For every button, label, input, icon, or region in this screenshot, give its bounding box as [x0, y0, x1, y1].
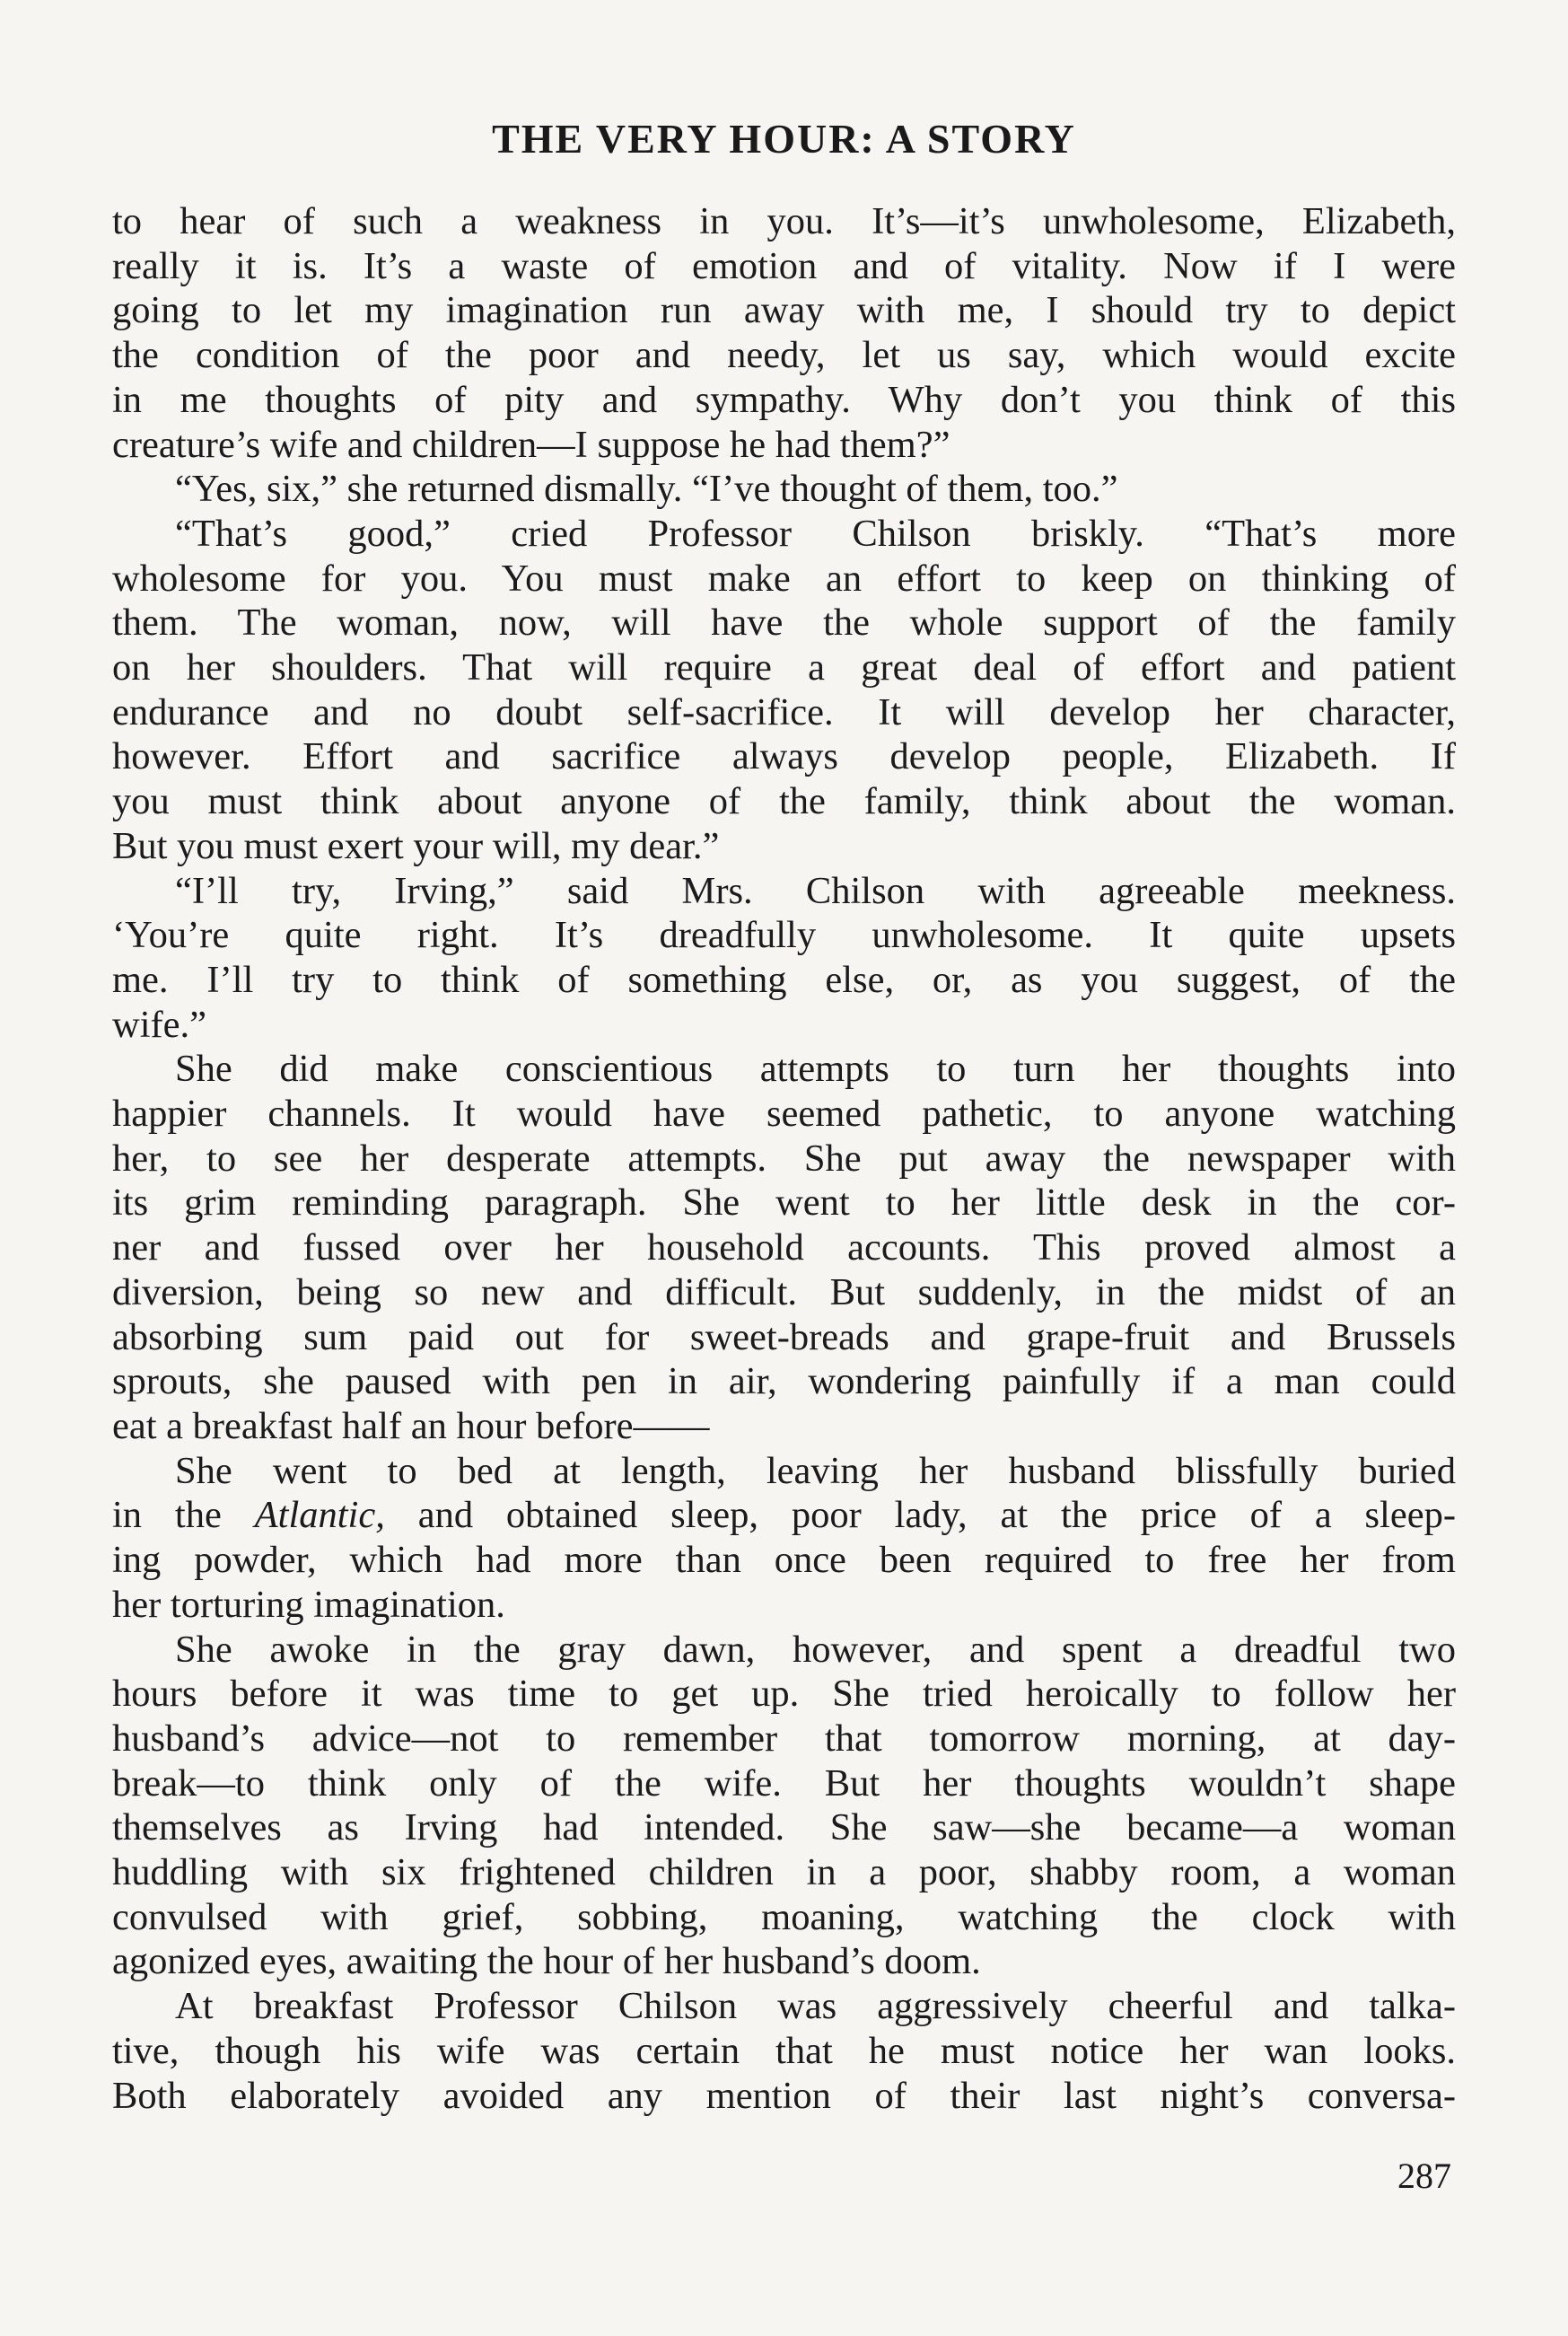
text-line: convulsed with grief, sobbing, moaning, watching the clock with	[112, 1895, 1456, 1938]
text-line: “I’ll try, Irving,” said Mrs. Chilson with agreeable meekness.	[175, 869, 1456, 912]
text-line: sprouts, she paused with pen in air, wondering painfully if a man could	[112, 1360, 1456, 1403]
text-line: ‘You’re quite right. It’s dreadfully unwholesome. It quite upsets	[112, 914, 1456, 957]
text-line: “That’s good,” cried Professor Chilson briskly. “That’s more	[175, 512, 1456, 555]
text-line: agonized eyes, awaiting the hour of her husband’s doom.	[112, 1940, 981, 1983]
text-line: endurance and no doubt self-sacrifice. It will develop her character,	[112, 690, 1456, 733]
page-number: 287	[1397, 2156, 1451, 2196]
text-line: happier channels. It would have seemed pathetic, to anyone watching	[112, 1093, 1456, 1136]
text-line: me. I’ll try to think of something else, or, as you suggest, of the	[112, 958, 1456, 1001]
text-line: Both elaborately avoided any mention of their last night’s conversa-	[112, 2074, 1456, 2117]
text-line: in the Atlantic, and obtained sleep, poor lady, at the price of a sleep-	[112, 1494, 1456, 1537]
text-line: “Yes, six,” she returned dismally. “I’ve thought of them, too.”	[175, 468, 1118, 511]
text-line: ing powder, which had more than once been required to free her from	[112, 1539, 1456, 1582]
text-line: themselves as Irving had intended. She saw—she became—a woman	[112, 1806, 1456, 1849]
text-line: She went to bed at length, leaving her husband blissfully buried	[175, 1449, 1456, 1492]
text-line: ner and fussed over her household accounts. This proved almost a	[112, 1226, 1456, 1269]
text-line: wife.”	[112, 1003, 207, 1046]
text-line: in me thoughts of pity and sympathy. Why don’t you think of this	[112, 378, 1456, 421]
text-line: her, to see her desperate attempts. She put away the newspaper with	[112, 1137, 1456, 1180]
text-line: them. The woman, now, will have the whole support of the family	[112, 602, 1456, 645]
text-line: diversion, being so new and difficult. But suddenly, in the midst of an	[112, 1270, 1456, 1313]
text-line: her torturing imagination.	[112, 1583, 505, 1626]
italic-title: Atlantic,	[254, 1494, 385, 1537]
text-line: hours before it was time to get up. She tried heroically to follow her	[112, 1673, 1456, 1716]
text-line: husband’s advice—not to remember that tomorrow morning, at day-	[112, 1717, 1456, 1760]
text-line: absorbing sum paid out for sweet-breads and grape-fruit and Brussels	[112, 1315, 1456, 1358]
text-line: however. Effort and sacrifice always develop people, Elizabeth. If	[112, 735, 1456, 778]
text-line: its grim reminding paragraph. She went to her little desk in the cor-	[112, 1181, 1456, 1225]
text-line: She awoke in the gray dawn, however, and spent a dreadful two	[175, 1628, 1456, 1671]
text-line: tive, though his wife was certain that he must notice her wan looks.	[112, 2029, 1456, 2072]
text-line: you must think about anyone of the family, think about the woman.	[112, 780, 1456, 823]
text-line: the condition of the poor and needy, let us say, which would excite	[112, 334, 1456, 377]
text-line: break—to think only of the wife. But her thoughts wouldn’t shape	[112, 1761, 1456, 1805]
text-line: on her shoulders. That will require a great deal of effort and patient	[112, 646, 1456, 689]
text-line: At breakfast Professor Chilson was aggressively cheerful and talka-	[175, 1985, 1456, 2028]
text-line: to hear of such a weakness in you. It’s—it’s unwholesome, Elizabeth,	[112, 200, 1456, 242]
text-line: really it is. It’s a waste of emotion and of vitality. Now if I were	[112, 244, 1456, 287]
text-line: wholesome for you. You must make an effort to keep on thinking of	[112, 557, 1456, 600]
text-line: But you must exert your will, my dear.”	[112, 824, 720, 867]
text-line: eat a breakfast half an hour before——	[112, 1404, 710, 1447]
body-text	[112, 199, 1456, 2118]
text-line: creature’s wife and children—I suppose he had them?”	[112, 423, 950, 466]
text-line: going to let my imagination run away with me, I should try to depict	[112, 289, 1456, 332]
text-line: huddling with six frightened children in a poor, shabby room, a woman	[112, 1851, 1456, 1894]
running-title: THE VERY HOUR: A STORY	[492, 116, 1076, 162]
text-line: She did make conscientious attempts to turn her thoughts into	[175, 1048, 1456, 1091]
